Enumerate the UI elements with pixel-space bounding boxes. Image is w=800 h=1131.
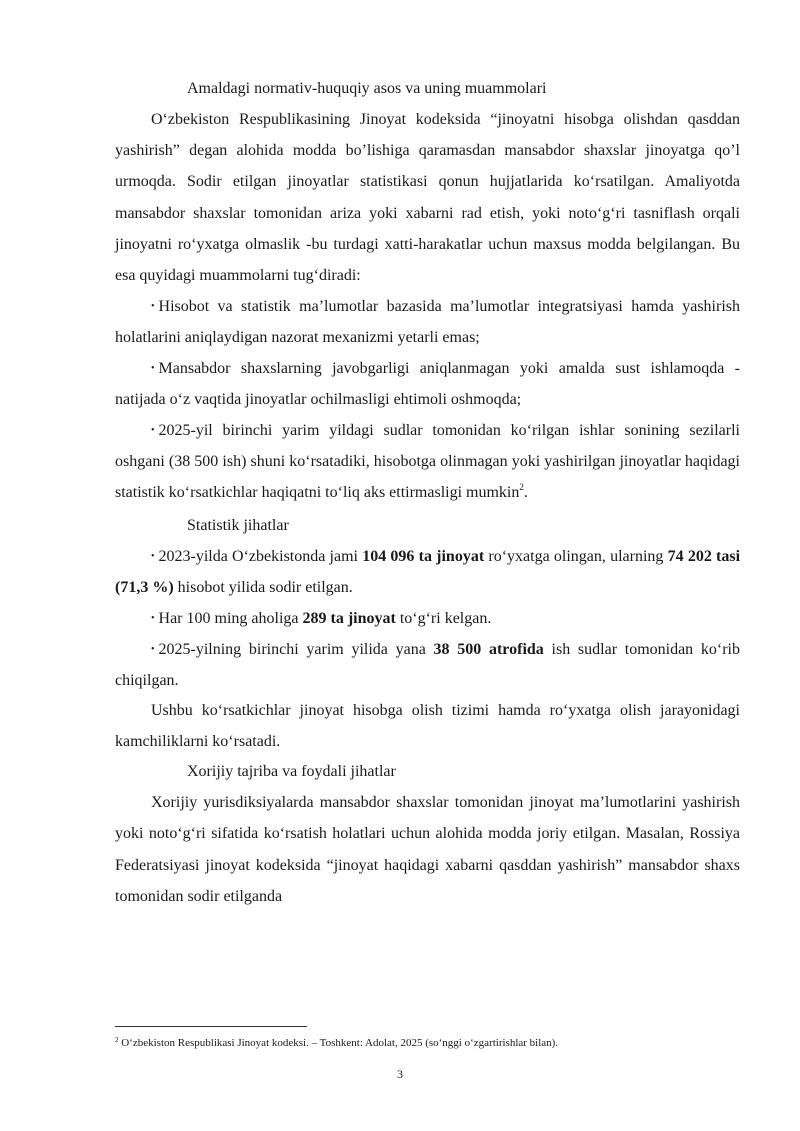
bullet-text: ish sudlar tomonidan ko‘rib chiqilgan. — [115, 641, 741, 690]
bullet-icon: • — [151, 425, 155, 437]
section-heading-statistics: Statistik jihatlar — [187, 517, 289, 535]
bullet-text: 2023-yilda O‘zbekistonda jami — [158, 548, 363, 566]
section-heading-legal-basis: Amaldagi normativ-huquqiy asos va uning muammolari — [187, 80, 547, 97]
bullet-icon: • — [151, 644, 155, 656]
bullet-text: Mansabdor shaxslarning javobgarligi aniqlanmagan yoki amalda sust ishlamoqda - natijada o‘z vaqtida jinoyatlar ochilmasligi ehtimoli oshmoqda; — [115, 360, 740, 409]
bullet-text: hisobot yilida sodir etilgan. — [173, 579, 353, 597]
bullet-item-responsibility — [115, 353, 740, 415]
bullet-text: ro‘yxatga olingan, ularning — [484, 548, 668, 566]
bullet-bold-total-crimes: 104 096 ta jinoyat — [362, 548, 485, 566]
bullet-item-integration — [115, 291, 740, 353]
footnote-text: O‘zbekiston Respublikasi Jinoyat kodeksi. – Toshkent: Adolat, 2025 (so‘nggi o‘zgartirishlar bilan). — [118, 1037, 559, 1049]
bullet-text: 2025-yilning birinchi yarim yilida yana — [158, 641, 434, 659]
bullet-item-stat-2025 — [115, 634, 740, 696]
footnote-mark: 2 — [115, 1036, 119, 1044]
bullet-text: 2025-yil birinchi yarim yildagi sudlar tomonidan ko‘rilgan ishlar sonining sezilarli oshgani (38 500 ish) shuni ko‘rsatadiki, hisobotga olinmagan yoki yashirilgan jinoyatlar haqidagi statistik ko‘rsatkichlar haqiqatni to‘liq aks ettirmasligi mumkin — [115, 422, 740, 502]
bullet-text: to‘g‘ri kelgan. — [395, 610, 492, 628]
paragraph-foreign: Xorijiy yurisdiksiyalarda mansabdor shaxslar tomonidan jinoyat ma’lumotlarini yashirish yoki noto‘g‘ri sifatida ko‘rsatish holatlari uchun alohida modda joriy etilgan. Masalan, Rossiya Federatsiyasi jinoyat kodeksida “jinoyat haqidagi xabarni qasddan yashirish” mansabdor shaxs tomonidan sodir etilganda — [115, 794, 740, 905]
footnote-reference[interactable]: 2 — [519, 482, 524, 493]
bullet-text: Har 100 ming aholiga — [158, 610, 303, 628]
bullet-bold-cases-2025: 38 500 atrofida — [433, 641, 544, 659]
bullet-bold-per-capita: 289 ta jinoyat — [302, 610, 396, 628]
page-number: 3 — [397, 1067, 403, 1081]
section-heading-foreign-experience: Xorijiy tajriba va foydali jihatlar — [187, 763, 396, 781]
bullet-icon: • — [151, 301, 155, 313]
bullet-item-stat-2023 — [115, 541, 740, 603]
footnote-separator — [115, 1026, 307, 1027]
bullet-bold-reporting-year: 74 202 tasi (71,3 %) — [115, 548, 741, 597]
footnote — [115, 1036, 755, 1050]
bullet-icon: • — [151, 613, 155, 625]
bullet-text-end: . — [523, 484, 528, 502]
bullet-item-court-cases — [115, 415, 740, 508]
page-body — [115, 74, 740, 912]
paragraph-intro: O‘zbekiston Respublikasining Jinoyat kodeksida “jinoyatni hisobga olishdan qasddan yashirish” degan alohida modda bo’lishiga qaramasdan mansabdor shaxslar jinoyatga qo’l urmoqda. Sodir etilgan jinoyatlar statistikasi qonun hujjatlarida ko‘rsatilgan. Amaliyotda mansabdor shaxslar tomonidan ariza yoki xabarni rad etish, yoki noto‘g‘ri tasniflash orqali jinoyatni ro‘yxatga olmaslik -bu turdagi xatti-harakatlar uchun maxsus modda belgilangan. Bu esa quyidagi muammolarni tug‘diradi: — [115, 111, 740, 285]
bullet-text: Hisobot va statistik ma’lumotlar bazasida ma’lumotlar integratsiyasi hamda yashirish holatlarini aniqlaydigan nazorat mexanizmi yetarli emas; — [115, 298, 740, 347]
bullet-icon: • — [151, 363, 155, 375]
bullet-icon: • — [151, 551, 155, 563]
bullet-item-stat-per-capita — [115, 603, 740, 634]
paragraph-summary: Ushbu ko‘rsatkichlar jinoyat hisobga olish tizimi hamda ro‘yxatga olish jarayonidagi kamchiliklarni ko‘rsatadi. — [115, 702, 740, 750]
